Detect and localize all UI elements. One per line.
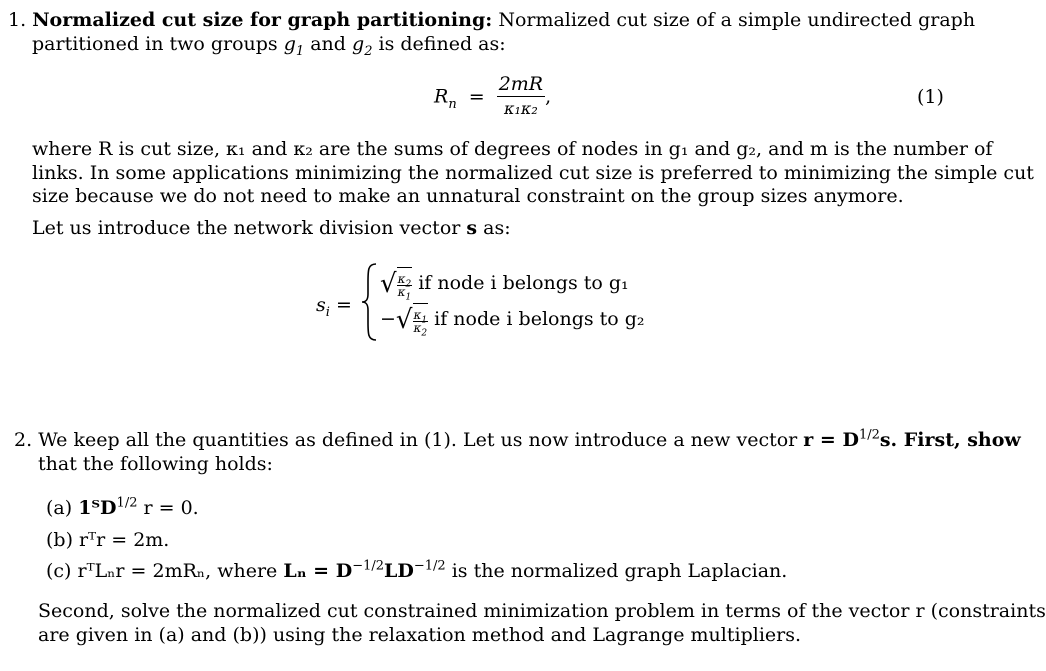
item-c-eq1: rᵀLₙr = 2mRₙ, where	[77, 560, 278, 582]
item-c-rest: is the normalized graph Laplacian.	[451, 560, 788, 582]
g1-symbol: $g_1$	[283, 33, 305, 59]
item-b	[46, 528, 169, 552]
eq1-lhs-sub: n	[448, 96, 457, 112]
item-c-eq2: Lₙ = D	[283, 560, 353, 582]
where-line2: links. In some applications minimizing the normalized cut size is preferred to minimizing the simple cut	[32, 162, 1034, 184]
problem-2-text-a: We keep all the quantities as defined in (1). Let us now introduce a new vector	[38, 429, 798, 451]
case-2: −√ $\frac{\kappa_1}{\kappa_2}$ if node i belongs to g₂	[380, 302, 645, 338]
problem-1-heading	[8, 8, 975, 32]
item-c-label: (c)	[46, 560, 72, 582]
eq1-denominator: κ₁κ₂	[504, 99, 538, 118]
eq1-fraction	[497, 72, 545, 121]
sqrt-k2-over-k1: √ $\frac{\kappa_2}{\kappa_1}$	[380, 266, 412, 302]
equation-1	[434, 72, 551, 121]
eq1-lhs: R	[434, 85, 449, 108]
eq1-numerator: 2mR	[498, 73, 544, 95]
item-c-eq3: LD	[384, 560, 414, 582]
intro-s-line	[32, 216, 511, 240]
eq1-comma: ,	[545, 85, 552, 108]
problem-2-line1	[14, 428, 1021, 452]
r-definition: r = D	[803, 429, 859, 451]
s-i-lhs: $s_i$ =	[316, 294, 352, 320]
line2-text-a: partitioned in two groups	[32, 33, 278, 55]
second-line2: are given in (a) and (b)) using the relaxation method and Lagrange multipliers.	[38, 624, 802, 646]
r-definition-sup: 1/2	[858, 427, 880, 443]
case-1-text: if node i belongs to g₁	[418, 272, 629, 294]
line2-text-c: is defined as:	[378, 33, 506, 55]
sqrt-k1-over-k2: √ $\frac{\kappa_1}{\kappa_2}$	[396, 302, 428, 338]
intro-s-text-a: Let us introduce the network division vector	[32, 217, 461, 239]
item-a-rest: r = 0.	[143, 497, 199, 519]
intro-s-text-c: as:	[483, 217, 511, 239]
problem-2-text-c: s. First, show	[879, 429, 1021, 451]
item-c-sup2: −1/2	[413, 558, 446, 574]
item-a-eq: 1ᵀD	[78, 497, 117, 519]
second-line1: Second, solve the normalized cut constrained minimization problem in terms of the vector r (constraints	[38, 600, 1046, 622]
item-a-label: (a)	[46, 497, 73, 519]
item-a-sup: 1/2	[116, 495, 138, 511]
line2-text-b: and	[310, 33, 346, 55]
problem-1-line2	[32, 32, 506, 59]
where-line1: where R is cut size, κ₁ and κ₂ are the sums of degrees of nodes in g₁ and g₂, and m is the number of	[32, 138, 993, 160]
eq1-tag: (1)	[917, 86, 944, 108]
problem-2-line2: that the following holds:	[38, 453, 273, 475]
g2-symbol: $g_2$	[352, 33, 373, 59]
problem-1-title: Normalized cut size for graph partitioning:	[32, 9, 493, 31]
case-1	[380, 266, 629, 302]
problem-2-number: 2.	[14, 429, 33, 451]
item-c	[46, 559, 787, 583]
case-2-text: if node i belongs to g₂	[434, 308, 645, 330]
where-line3: size because we do not need to make an unnatural constraint on the group sizes anymore.	[32, 185, 904, 207]
item-b-eq: rᵀr = 2m.	[79, 529, 170, 551]
item-c-sup1: −1/2	[352, 558, 385, 574]
item-a	[46, 496, 199, 520]
problem-1-line1-rest: Normalized cut size of a simple undirected graph	[498, 9, 976, 31]
eq1-equals: =	[468, 85, 485, 108]
intro-s-vector: s	[466, 217, 478, 239]
item-b-label: (b)	[46, 529, 73, 551]
problem-1-number: 1.	[8, 9, 27, 31]
left-brace-icon	[360, 262, 380, 342]
